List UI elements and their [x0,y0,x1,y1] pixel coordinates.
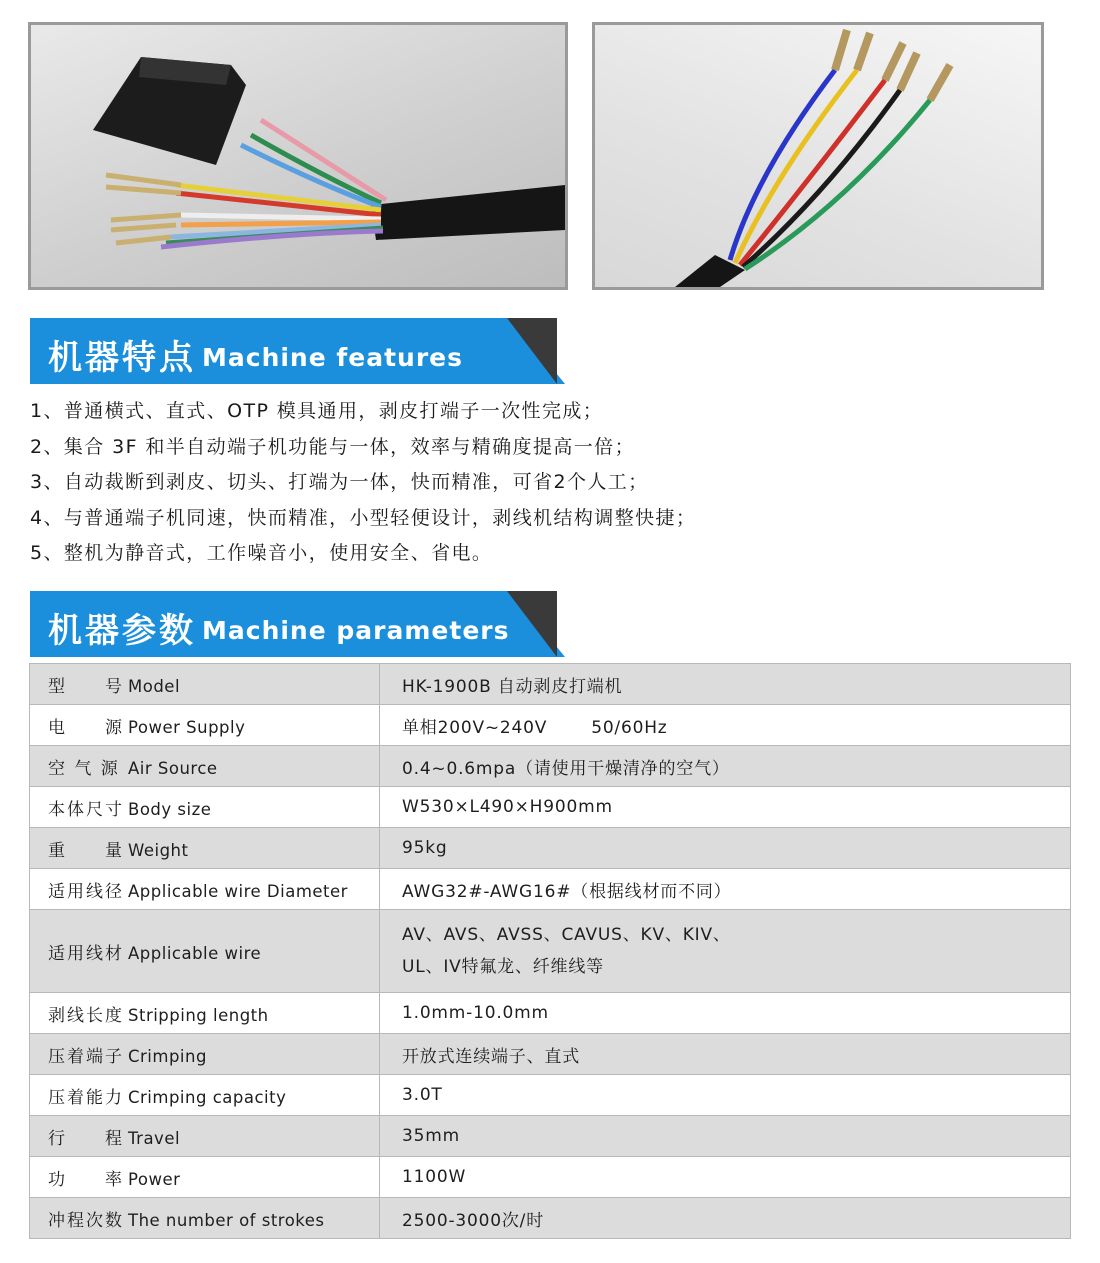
table-row [30,787,1071,828]
param-value: 3.0T [380,1075,1071,1116]
param-label: 行 程 Travel [30,1116,380,1157]
table-row [30,993,1071,1034]
table-row [30,664,1071,705]
param-value: 单相200V~240V 50/60Hz [380,705,1071,746]
cable-connector-photo [28,22,568,290]
table-row [30,1075,1071,1116]
param-label: 型 号 Model [30,664,380,705]
table-row [30,1034,1071,1075]
param-label: 功 率 Power [30,1157,380,1198]
parameters-title-cn: 机器参数 [48,611,196,651]
param-value: W530×L490×H900mm [380,787,1071,828]
param-value: 1100W [380,1157,1071,1198]
param-label: 冲程次数 The number of strokes [30,1198,380,1239]
table-row [30,1116,1071,1157]
table-row [30,1157,1071,1198]
table-row [30,828,1071,869]
param-label: 空 气 源 Air Source [30,746,380,787]
parameters-table [29,663,1071,1239]
parameters-title [48,603,509,652]
param-value: 1.0mm-10.0mm [380,993,1071,1034]
param-label: 适用线材 Applicable wire [30,910,380,993]
table-row [30,746,1071,787]
features-banner [30,318,556,384]
table-row [30,910,1071,993]
param-label: 压着能力 Crimping capacity [30,1075,380,1116]
feature-item: 1、普通横式、直式、OTP 模具通用，剥皮打端子一次性完成； [30,400,604,422]
features-title [48,330,463,379]
param-label: 重 量 Weight [30,828,380,869]
param-value: 35mm [380,1116,1071,1157]
param-value: 95kg [380,828,1071,869]
feature-item: 4、与普通端子机同速，快而精准，小型轻便设计，剥线机结构调整快捷； [30,506,697,529]
table-row [30,705,1071,746]
param-value: HK-1900B 自动剥皮打端机 [380,664,1071,705]
feature-item: 3、自动裁断到剥皮、切头、打端为一体，快而精准，可省2个人工； [30,471,649,494]
param-label: 压着端子 Crimping [30,1034,380,1075]
features-title-en: Machine features [202,343,464,372]
cable-connector-illustration [31,25,565,287]
table-row [30,1198,1071,1239]
feature-item: 5、整机为静音式，工作噪音小，使用安全、省电。 [30,542,493,565]
param-value: AV、AVS、AVSS、CAVUS、KV、KIV、 UL、IV特氟龙、纤维线等 [380,910,1071,993]
param-value: 2500-3000次/时 [380,1198,1071,1239]
feature-item: 2、集合 3F 和半自动端子机功能与一体，效率与精确度提高一倍； [30,435,635,458]
param-label: 本体尺寸 Body size [30,787,380,828]
param-label: 适用线径 Applicable wire Diameter [30,869,380,910]
features-title-cn: 机器特点 [48,338,196,378]
param-value: 0.4~0.6mpa（请使用干燥清净的空气） [380,746,1071,787]
features-list [30,394,1070,572]
param-value: AWG32#-AWG16#（根据线材而不同） [380,869,1071,910]
wire-terminals-photo [592,22,1044,290]
param-label: 电 源 Power Supply [30,705,380,746]
wire-terminals-illustration [595,25,1041,287]
param-label: 剥线长度 Stripping length [30,993,380,1034]
param-value: 开放式连续端子、直式 [380,1034,1071,1075]
parameters-title-en: Machine parameters [202,616,510,645]
table-row [30,869,1071,910]
parameters-banner [30,591,556,657]
